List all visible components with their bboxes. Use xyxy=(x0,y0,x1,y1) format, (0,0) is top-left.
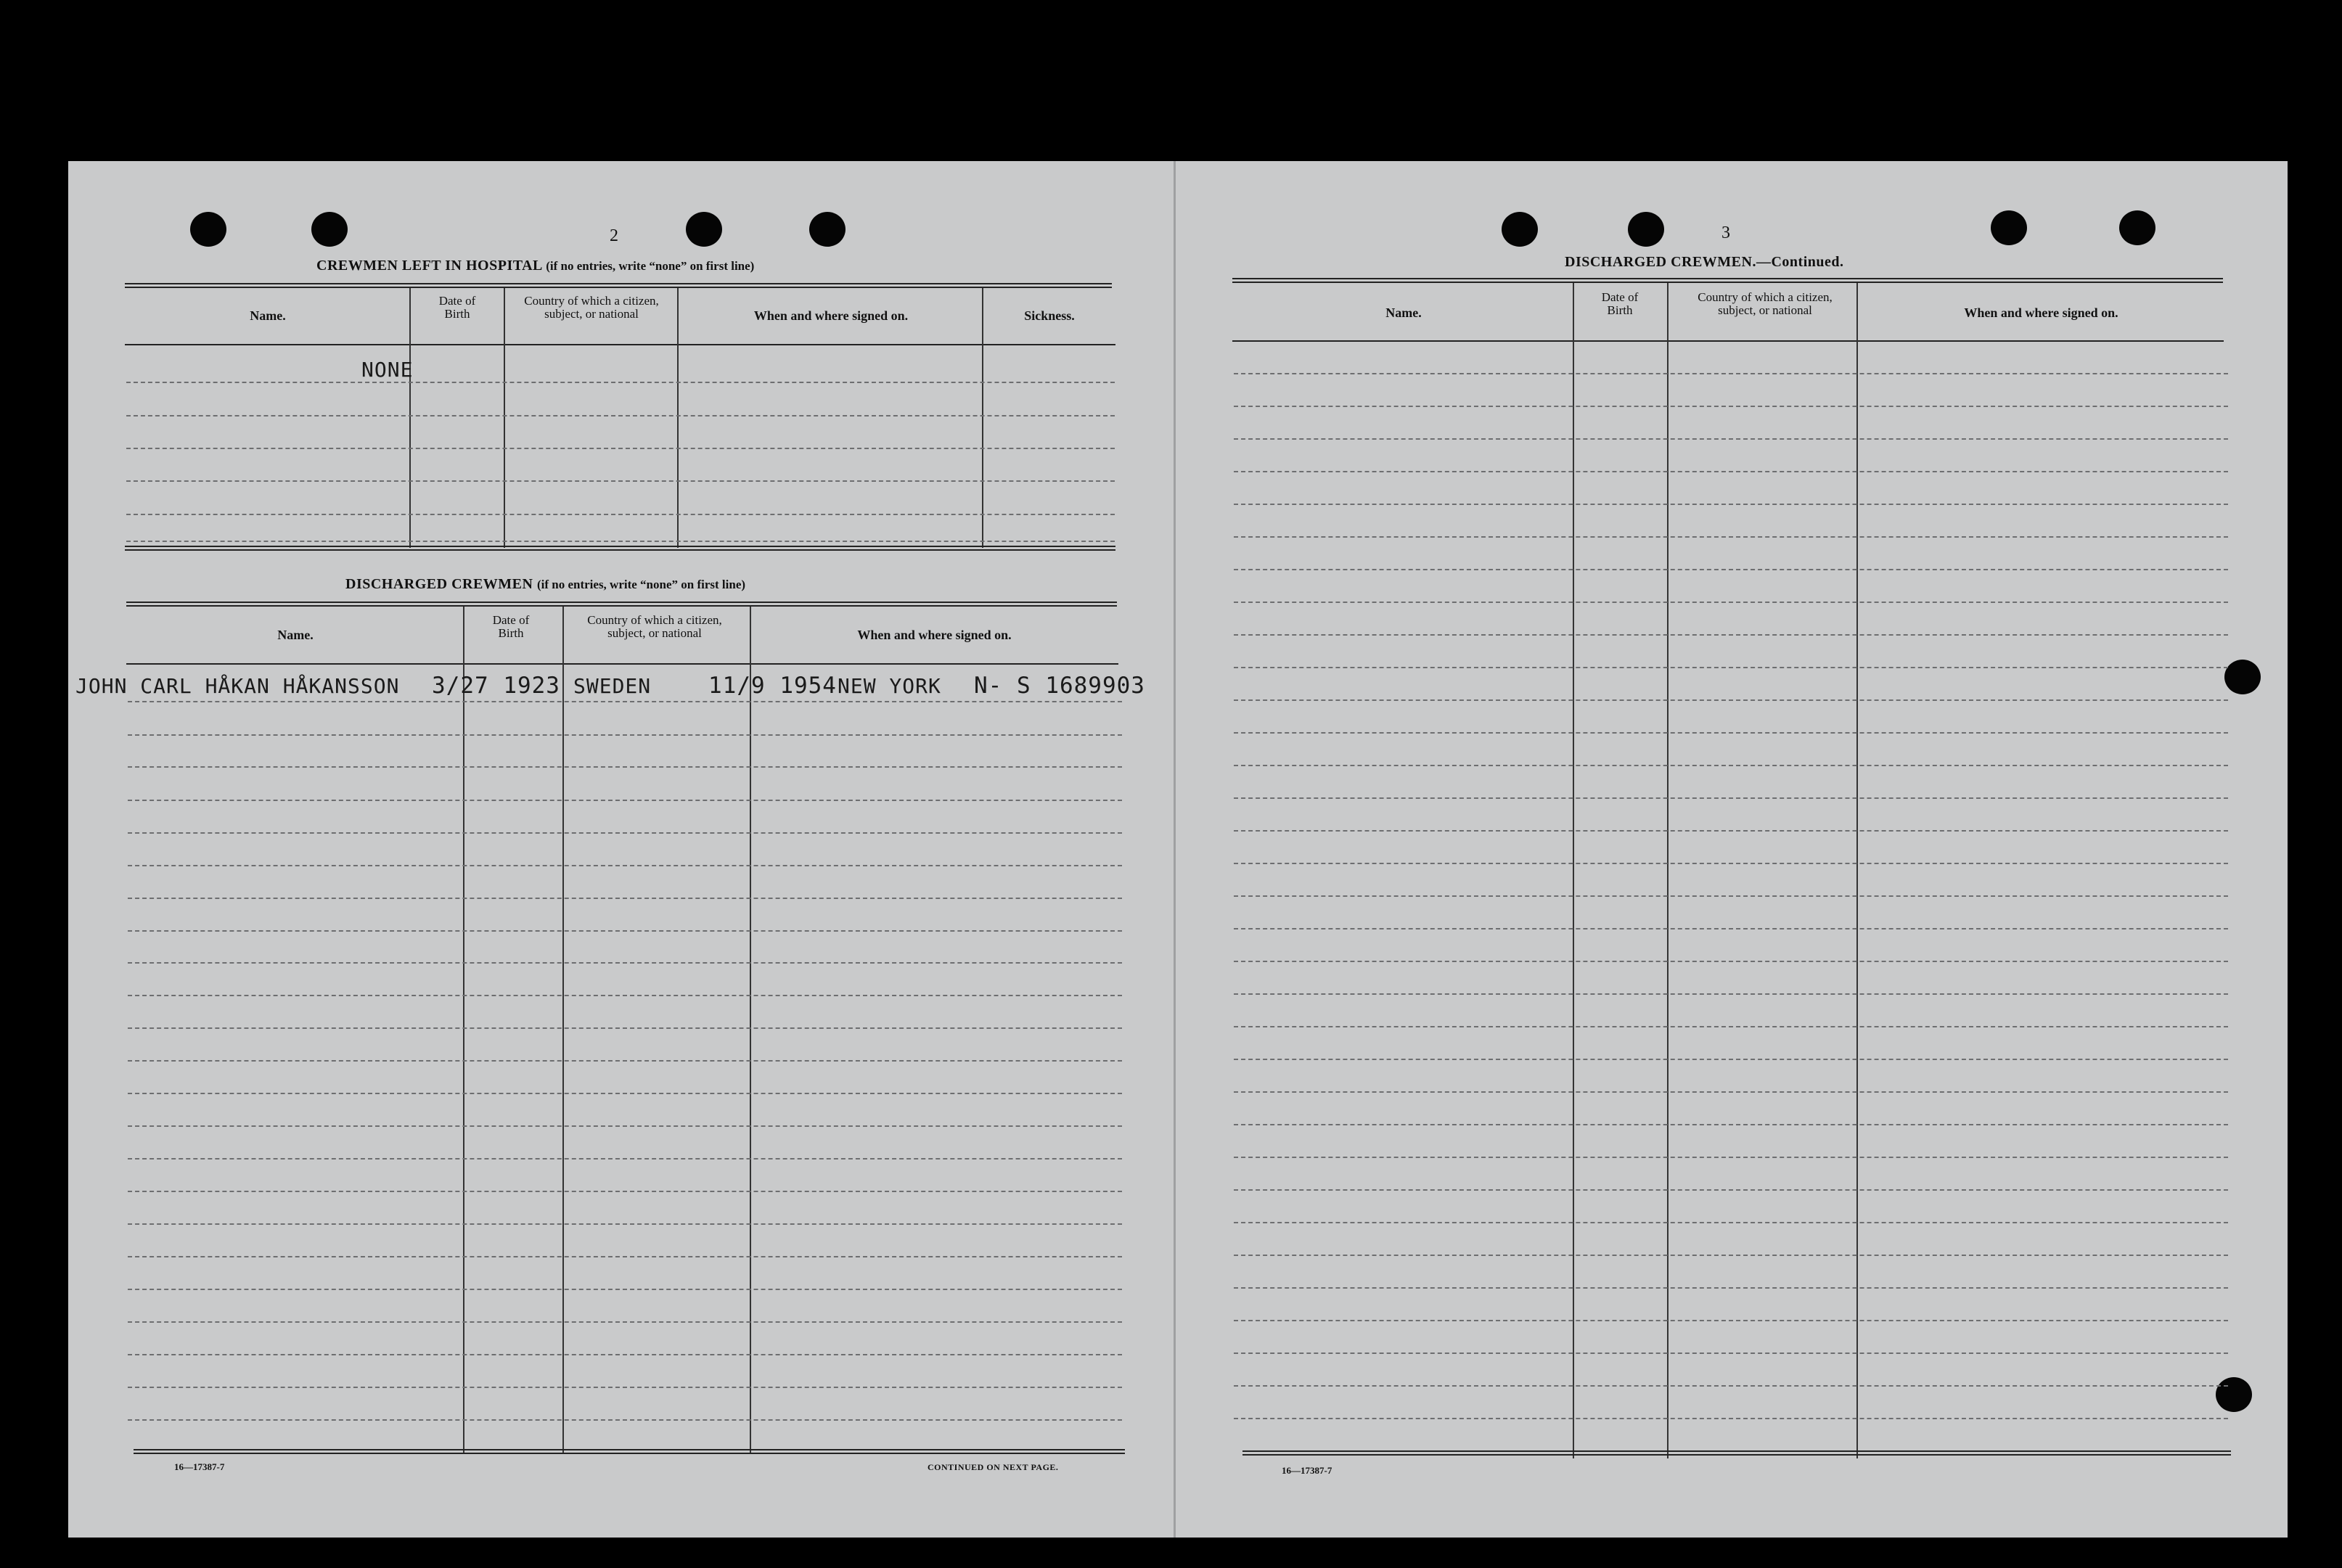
hospital-header-name: Name. xyxy=(250,308,286,323)
entry-country: SWEDEN xyxy=(573,674,652,698)
right-header-rule xyxy=(1232,340,2224,342)
page-fold xyxy=(1174,161,1176,1538)
punch-hole xyxy=(190,212,226,247)
punch-hole xyxy=(2224,660,2261,694)
punch-hole xyxy=(311,212,348,247)
hospital-top-rule xyxy=(125,283,1112,288)
punch-hole xyxy=(1991,210,2027,245)
hospital-col-divider xyxy=(504,288,505,548)
discharged-section-title: DISCHARGED CREWMEN (if no entries, write “none” on first line) xyxy=(345,576,746,592)
discharged-header-rule xyxy=(126,663,1118,665)
hospital-col-divider xyxy=(409,288,411,548)
continued-note: CONTINUED ON NEXT PAGE. xyxy=(928,1462,1059,1472)
punch-hole xyxy=(1628,212,1664,247)
entry-name: JOHN CARL HÅKAN HÅKANSSON xyxy=(75,674,400,698)
page-number: 2 xyxy=(610,226,618,245)
right-header-country: Country of which a citizen, subject, or national xyxy=(1698,290,1833,317)
right-col-divider xyxy=(1856,283,1858,1458)
right-col-divider xyxy=(1667,283,1669,1458)
right-col-divider xyxy=(1573,283,1574,1458)
hospital-header-dob: Date of Birth xyxy=(438,294,476,321)
entry-signed-date: 11/9 1954 xyxy=(708,673,837,699)
punch-hole xyxy=(686,212,722,247)
right-header-dob: Date of Birth xyxy=(1601,290,1639,317)
discharged-header-country: Country of which a citizen, subject, or national xyxy=(587,613,722,640)
hospital-header-country: Country of which a citizen, subject, or national xyxy=(524,294,659,321)
hospital-entry-none: NONE xyxy=(361,358,414,382)
hospital-header-sickness: Sickness. xyxy=(1024,308,1075,323)
form-number: 16—17387-7 xyxy=(1282,1465,1332,1476)
hospital-header-signed: When and where signed on. xyxy=(753,308,909,323)
punch-hole xyxy=(2119,210,2155,245)
discharged-header-name: Name. xyxy=(277,628,314,642)
hospital-col-divider xyxy=(677,288,679,548)
punch-hole xyxy=(809,212,846,247)
punch-hole xyxy=(1502,212,1538,247)
hospital-col-divider xyxy=(982,288,983,548)
right-header-signed: When and where signed on. xyxy=(1964,305,2118,320)
discharged-header-signed: When and where signed on. xyxy=(857,628,1012,642)
discharged-bottom-rule xyxy=(134,1449,1125,1454)
discharged-continued-title: DISCHARGED CREWMEN.—Continued. xyxy=(1565,254,1844,270)
right-form-page xyxy=(1175,161,2288,1538)
right-header-name: Name. xyxy=(1385,305,1422,320)
entry-signed-place: NEW YORK xyxy=(838,674,941,698)
hospital-section-title: CREWMEN LEFT IN HOSPITAL (if no entries, write “none” on first line) xyxy=(316,258,755,274)
hospital-bottom-rule xyxy=(125,546,1115,551)
punch-hole xyxy=(2216,1377,2252,1412)
entry-document-number: N- S 1689903 xyxy=(974,673,1145,699)
left-form-page xyxy=(68,161,1175,1538)
right-bottom-rule xyxy=(1242,1450,2231,1456)
right-top-rule xyxy=(1232,278,2223,283)
hospital-header-rule xyxy=(125,344,1115,345)
discharged-top-rule xyxy=(126,602,1117,607)
discharged-header-dob: Date of Birth xyxy=(492,613,530,640)
page-number: 3 xyxy=(1721,223,1730,242)
entry-dob: 3/27 1923 xyxy=(432,673,560,699)
form-number: 16—17387-7 xyxy=(174,1461,225,1472)
